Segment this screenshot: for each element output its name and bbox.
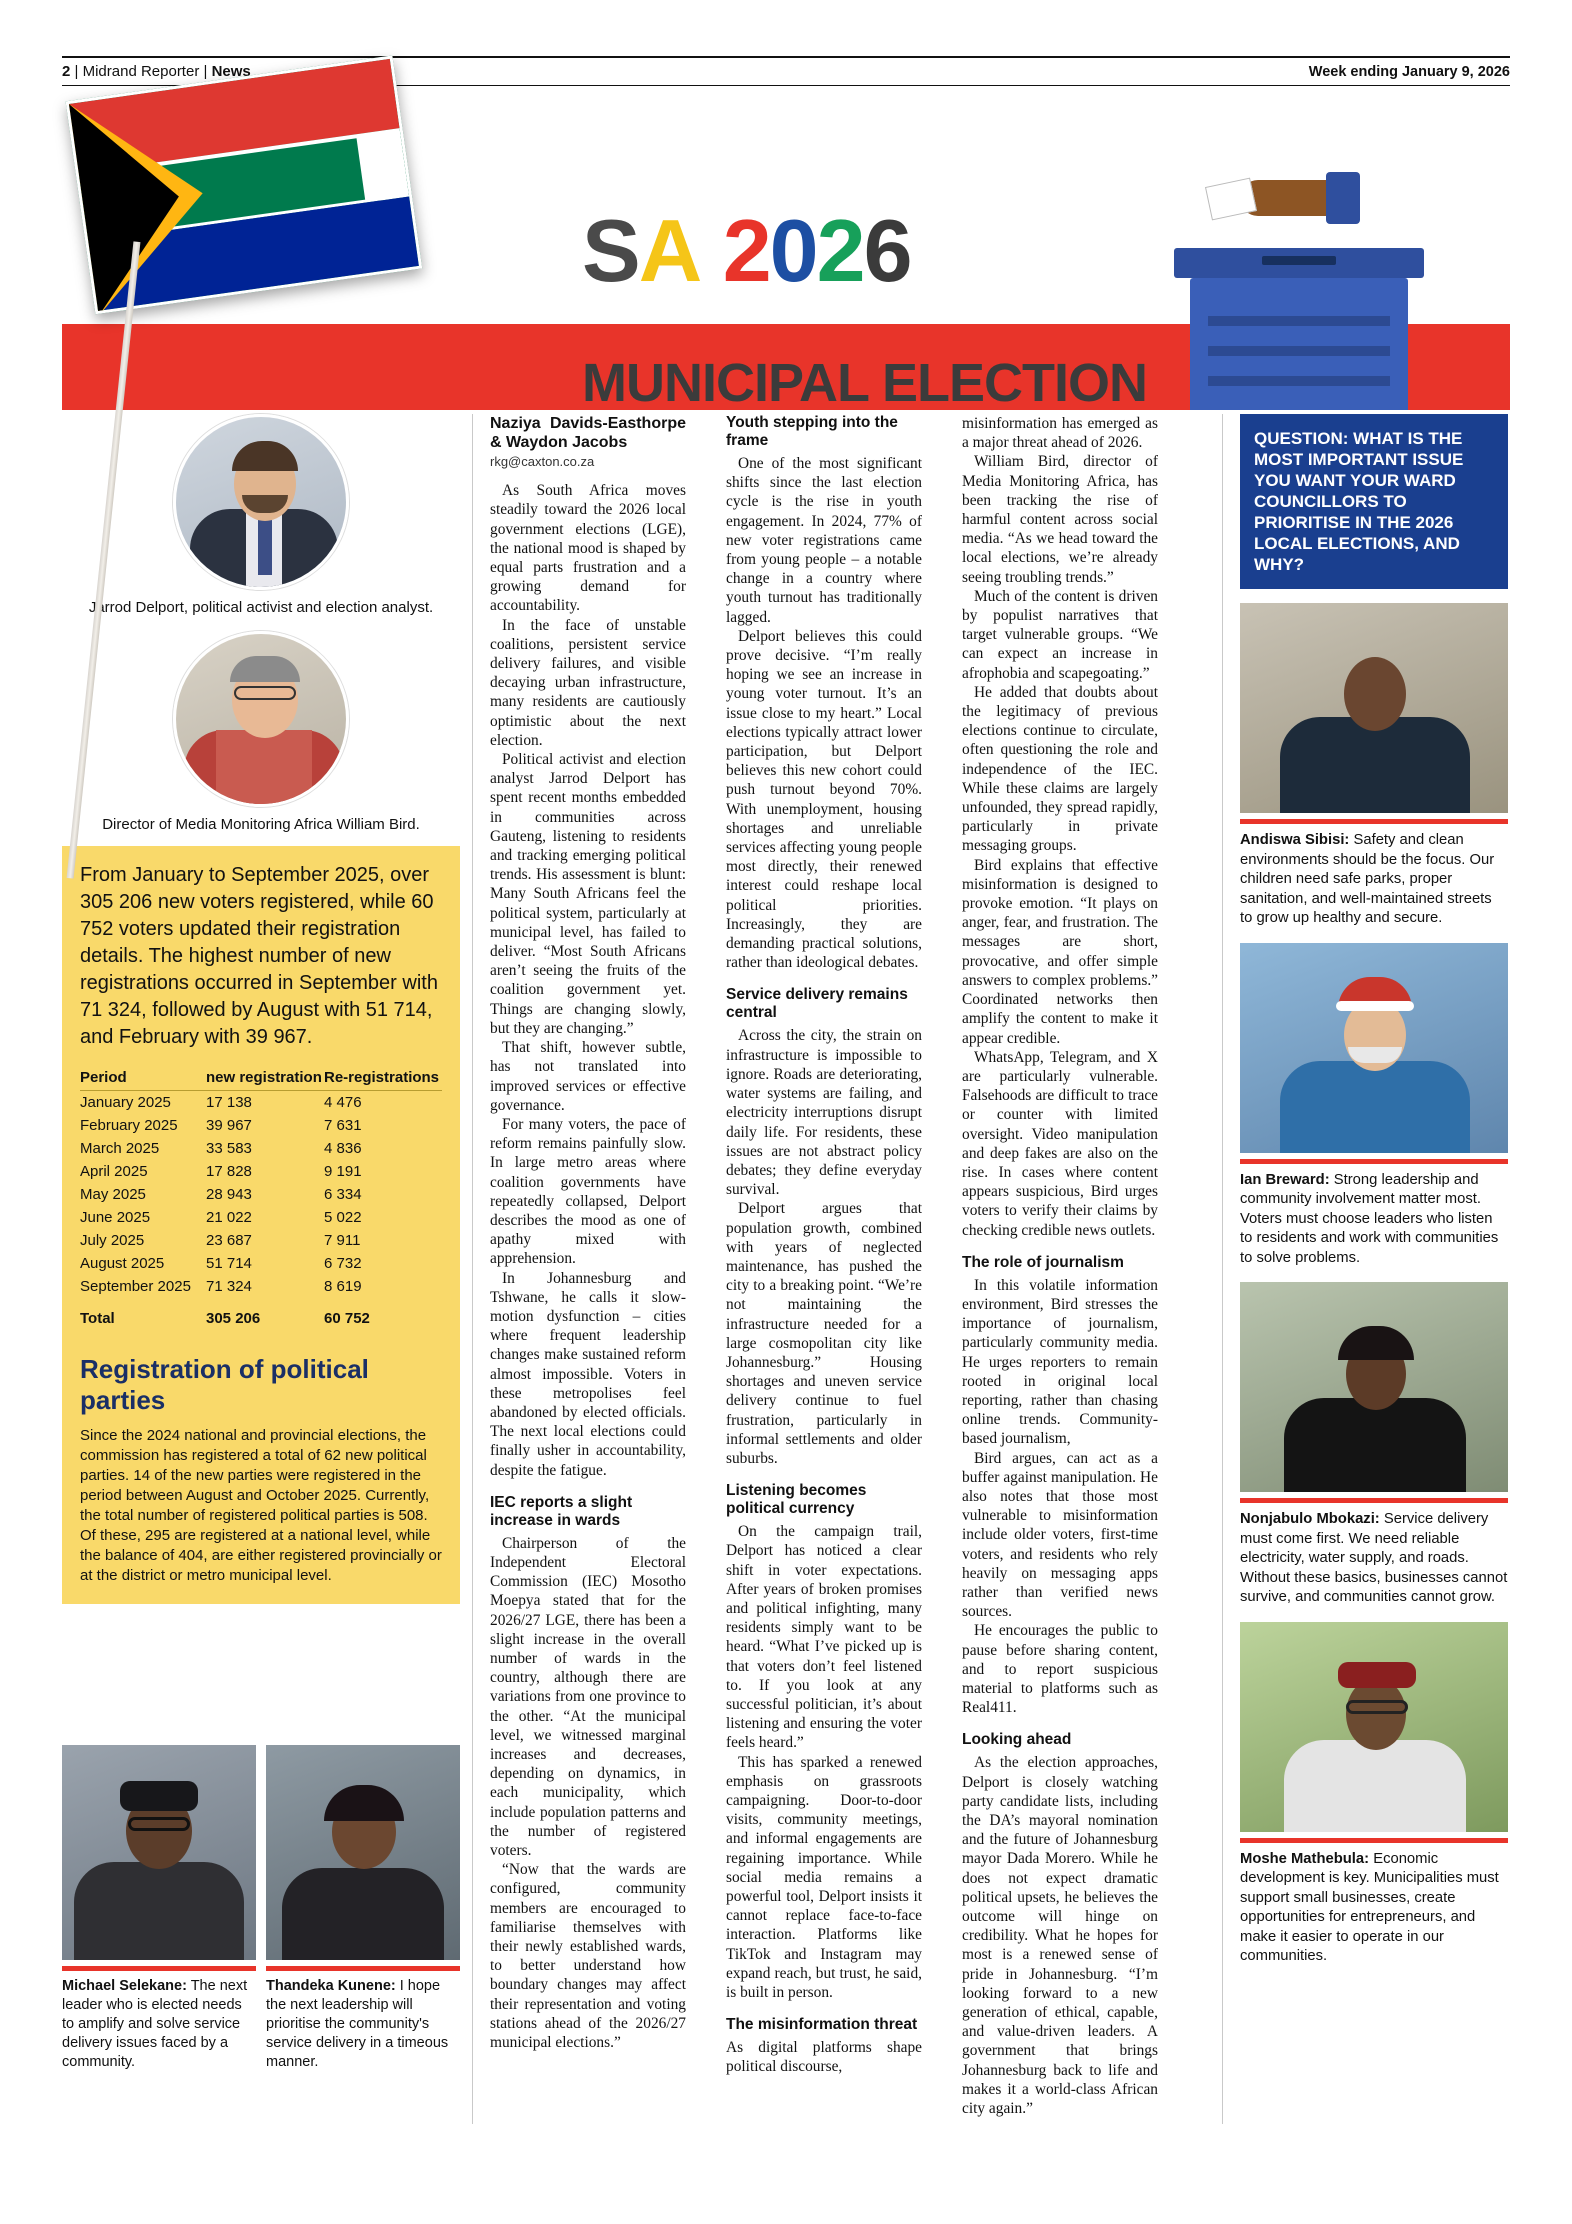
voxpop-photo-6 [1240, 1622, 1508, 1832]
cell-new: 17 138 [206, 1094, 252, 1111]
voxpop-thandeka-kunene [266, 1745, 460, 2072]
cap-icon-2 [1338, 1662, 1416, 1688]
political-parties-heading: Registration of political parties [80, 1354, 369, 1415]
voxpop-ian-breward [1240, 943, 1508, 1269]
santa-hat-trim [1336, 1001, 1414, 1011]
ballot-stripe-3 [1208, 376, 1390, 386]
hero-title-char-2: 2 [722, 201, 770, 300]
voxpop-andiswa-sibisi [1240, 603, 1508, 929]
voxpop-rule-2 [266, 1966, 460, 1971]
voxpop-quote-4: Strong leadership and community involvement matter most. Voters must choose leaders who listen to residents and work with communities to solve problems. [1240, 1171, 1499, 1266]
voxpop-torso-1 [74, 1862, 244, 1960]
voxpop-rule-1 [62, 1966, 256, 1971]
voxpop-text-6 [1240, 1850, 1508, 1967]
voxpop-torso-5 [1284, 1398, 1466, 1492]
voxpop-torso-3 [1280, 717, 1470, 813]
voxpop-image-2 [266, 1745, 460, 1960]
hand-cuff [1326, 172, 1360, 224]
cell-re: 9 191 [324, 1163, 362, 1180]
cell-re: 6 732 [324, 1255, 362, 1272]
cell-new: 28 943 [206, 1186, 252, 1203]
cell-period: February 2025 [80, 1117, 178, 1134]
column-divider-1 [472, 414, 473, 2124]
portrait-shirt-2 [216, 730, 312, 804]
article-byline: Naziya Davids-Easthorpe & Waydon Jacobs [490, 415, 686, 451]
factbox-lead-text: From January to September 2025, over 305 206 new voters registered, while 60 752 voters updated their registration details. The highest number of new registrations occurred in September with 71 324, followed by August with 51 714, and February with 39 967. [80, 864, 438, 1048]
hero-title-char-0: S [582, 201, 639, 300]
cell-period: January 2025 [80, 1094, 171, 1111]
right-rail [1240, 414, 1508, 1967]
paragraph: In this volatile information environment, Bird stresses the importance of journalism, particularly community media. He urges reporters to remain rooted in original local reporting, rather than chasing online trends. Community-based journalism, [962, 1276, 1158, 1448]
subheading-looking-ahead: Looking ahead [962, 1731, 1072, 1749]
paragraph: On the campaign trail, Delport has noticed a clear shift in voter expectations. After years of broken promises and political infighting, many residents simply want to be heard. “What I’ve picked up is that voters don’t feel listened to. If you look at any successful politician, it’s about listening and ensuring the voter feels heard.” [726, 1523, 922, 1752]
cell-new: 71 324 [206, 1278, 252, 1295]
voxpop-rule-6 [1240, 1838, 1508, 1843]
cell-re: 5 022 [324, 1209, 362, 1226]
paragraph: Bird argues, can act as a buffer against manipulation. He also notes that those most vulnerable to misinformation include older voters, first-time voters, and residents who rely heavily on messaging apps rather than verified news sources. [962, 1449, 1158, 1621]
voxpop-name-6: Moshe Mathebula: [1240, 1850, 1370, 1867]
table-row [80, 1160, 442, 1183]
hero-title-char-1: A [638, 201, 701, 300]
cell-re: 7 631 [324, 1117, 362, 1134]
ballot-body [1190, 278, 1408, 410]
cap-icon-1 [120, 1781, 198, 1811]
voxpop-name-4: Ian Breward: [1240, 1171, 1330, 1188]
table-total-row [80, 1298, 442, 1330]
voxpop-image-4 [1240, 943, 1508, 1153]
voxpop-name-1: Michael Selekane: [62, 1978, 187, 1994]
voxpop-photo-3 [1240, 603, 1508, 813]
cell-re: 7 911 [324, 1232, 361, 1249]
article-column-2 [726, 414, 922, 2077]
voxpop-photo-4 [1240, 943, 1508, 1153]
publication-name: Midrand Reporter [82, 63, 200, 80]
cell-re: 4 836 [324, 1140, 362, 1157]
cell-new: 33 583 [206, 1140, 252, 1157]
paragraph: Political activist and election analyst Jarrod Delport has spent recent months embedded in communities across Gauteng, listening to residents and tracking emerging political trends. His assessment is blunt: Many South Africans feel the political system, particularly at municipal level, has failed to deliver. “Most South Africans aren’t seeing the fruits of the coalition government yet. Things are changing slowly, but they are changing.” [490, 751, 686, 1037]
voxpop-rule-4 [1240, 1159, 1508, 1164]
political-parties-box [62, 1340, 460, 1604]
voxpop-torso-6 [1284, 1740, 1466, 1832]
cell-period: July 2025 [80, 1232, 145, 1249]
voxpop-text-5 [1240, 1510, 1508, 1608]
paragraph: misinformation has emerged as a major threat ahead of 2026. [962, 415, 1158, 452]
paragraph: That shift, however subtle, has not translated into improved services or effective governance. [490, 1039, 686, 1114]
voxpop-torso-2 [282, 1868, 444, 1960]
voxpop-photo-1 [62, 1745, 256, 1960]
voxpop-photo-5 [1240, 1282, 1508, 1492]
cell-period: April 2025 [80, 1163, 148, 1180]
col-header-period: Period [80, 1065, 206, 1091]
paragraph: He added that doubts about the legitimacy of previous elections continue to circulate, often questioning the role and independence of the IEC. While these claims are largely unfounded, they spread rapidly, particularly in private messaging groups. [962, 683, 1158, 855]
table-row [80, 1137, 442, 1160]
voxpop-image-1 [62, 1745, 256, 1960]
voxpop-nonjabulo-mbokazi [1240, 1282, 1508, 1608]
paragraph: William Bird, director of Media Monitoring Africa, has been tracking the rise of harmful content across social media. “As we head toward the local elections, we’re already seeing troubling trends.” [962, 453, 1158, 586]
paragraph: One of the most significant shifts since the last election cycle is the rise in youth engagement. In 2024, 77% of new voter registrations came from young people – a notable change in a country where youth turnout has traditionally lagged. [726, 455, 922, 626]
ballot-stripe-1 [1208, 316, 1390, 326]
table-row [80, 1206, 442, 1229]
voxpop-beard-4 [1348, 1047, 1402, 1063]
ballot-slot [1262, 256, 1336, 265]
voxpop-image-6 [1240, 1622, 1508, 1832]
paragraph: Across the city, the strain on infrastructure is impossible to ignore. Roads are deteriorating, water systems are failing, and electricity interruptions disrupt daily life. For residents, these issues are not abstract policy debates; they define everyday survival. [726, 1027, 922, 1199]
voxpop-torso-4 [1280, 1061, 1470, 1153]
voxpop-head-3 [1344, 657, 1406, 731]
voxpop-text-2 [266, 1977, 460, 2072]
paragraph: Delport argues that population growth, combined with years of neglected maintenance, has pushed the city to a breaking point. “We’re not maintaining the infrastructure needed for a large cosmopolitan city like Johannesburg.” Housing shortages and uneven service delivery continue to fuel frustration, particularly in informal settlements and older suburbs. [726, 1200, 922, 1467]
subheading-listening: Listening becomes political currency [726, 1482, 867, 1518]
voxpop-quote-1: The next leader who is elected needs to amplify and solve service delivery issues faced by a community. [62, 1978, 248, 2070]
paragraph: Delport believes this could prove decisive. “I’m really hoping we see an increase in young voter turnout. It’s an issue close to my heart.” Local elections typically attract lower participation, but Delport believes this new cohort could push turnout beyond 70%. With unemployment, housing shortages and unreliable services affecting young people most directly, their renewed interest could reshape local political priorities. Increasingly, they are demanding practical solutions, rather than ideological debates. [726, 627, 922, 972]
table-row [80, 1091, 442, 1115]
portrait-image-1 [176, 417, 346, 587]
masthead-separator-1: | [74, 63, 83, 80]
voxpop-name-2: Thandeka Kunene: [266, 1978, 396, 1994]
voxpop-rule-3 [1240, 819, 1508, 824]
flag-graphic [66, 55, 423, 314]
subheading-service-delivery: Service delivery remains central [726, 986, 908, 1022]
portrait-caption-1: Jarrod Delport, political activist and election analyst. [88, 599, 434, 616]
cell-re: 4 476 [324, 1094, 362, 1111]
voxpop-rule-5 [1240, 1498, 1508, 1503]
voxpop-image-3 [1240, 603, 1508, 813]
paragraph: Much of the content is driven by populist narratives that target vulnerable groups. “We can expect an increase in afrophobia and scapegoating.” [962, 587, 1158, 682]
article-email: rkg@caxton.co.za [490, 454, 595, 469]
cell-period: May 2025 [80, 1186, 146, 1203]
paragraph: He encourages the public to pause before sharing content, and to report suspicious material to platforms such as Real411. [962, 1622, 1158, 1717]
question-box: QUESTION: WHAT IS THE MOST IMPORTANT ISSUE YOU WANT YOUR WARD COUNCILLORS TO PRIORITISE IN THE 2026 LOCAL ELECTIONS, AND WHY? [1240, 414, 1508, 589]
hero-title-char-4: 2 [816, 201, 864, 300]
issue-date: Week ending January 9, 2026 [1308, 63, 1510, 80]
cell-re: 6 334 [324, 1186, 362, 1203]
hero-title-char-3: 0 [769, 201, 817, 300]
hero-subtitle: MUNICIPAL ELECTION [582, 353, 1148, 410]
voxpop-quote-3: Safety and clean environments should be the focus. Our children need safe parks, proper sanitation, and well-maintained streets to grow up healthy and secure. [1240, 832, 1495, 926]
glasses-icon [1346, 1700, 1408, 1714]
political-parties-body: Since the 2024 national and provincial elections, the commission has registered a total of 62 new political parties. 14 of the new parties were registered in the period between August and October 2025. Currently, the total number of registered political parties is 508. Of these, 295 are registered at a national level, while the balance of 404, are either registered provincially or at the district or metro municipal level. [80, 1427, 442, 1584]
hero-title-char-5: 6 [863, 201, 911, 300]
cell-total-new: 305 206 [206, 1310, 261, 1327]
cell-period: August 2025 [80, 1255, 165, 1272]
paragraph: WhatsApp, Telegram, and X are particularly vulnerable. Falsehoods are difficult to trace or counter with limited oversight. Video manipulation and deep fakes are also on the rise. In cases where content appears suspicious, Bird urges voters to verify their claims by checking credible news outlets. [962, 1048, 1158, 1239]
section-name: News [211, 63, 251, 80]
hero-title [582, 201, 1202, 300]
article-column-1 [490, 414, 686, 2052]
paragraph: This has sparked a renewed emphasis on grassroots campaigning. Door-to-door visits, community meetings, and informal engagements are regaining importance. While social media remains a powerful tool, Delport insists it cannot replace face-to-face interaction. Platforms like TikTok and Instagram may expand reach, but trust, he said, is built in person. [726, 1753, 922, 2002]
paragraph: In the face of unstable coalitions, persistent service delivery failures, and visible decaying urban infrastructure, many residents are cautiously optimistic about the next election. [490, 616, 686, 749]
portrait-caption-2: Director of Media Monitoring Africa William Bird. [102, 816, 420, 833]
voxpop-text-3 [1240, 831, 1508, 929]
col-header-new-registration: new registration [206, 1065, 324, 1091]
ballot-stripe-2 [1208, 346, 1390, 356]
portrait-william-bird [173, 631, 349, 807]
table-row [80, 1275, 442, 1298]
subheading-iec-wards: IEC reports a slight increase in wards [490, 1493, 633, 1529]
cell-period: June 2025 [80, 1209, 151, 1226]
voxpop-text-1 [62, 1977, 256, 2072]
paragraph: As digital platforms shape political discourse, [726, 2039, 922, 2076]
cell-new: 17 828 [206, 1163, 252, 1180]
table-row [80, 1229, 442, 1252]
south-african-flag [42, 24, 439, 361]
paragraph: As the election approaches, Delport is closely watching party candidate lists, including the DA’s mayoral nomination and the future of Johannesburg mayor Dada Morero. While he does not expect dramatic political upsets, he believes the outcome will hinge on credibility. What he hopes for most is a renewed sense of pride in Johannesburg. “I’m looking forward to a new generation of ethical, capable, and value-driven leaders. A government that brings Johannesburg back to life and makes it a world-class African city again.” [962, 1754, 1158, 2118]
voxpop-michael-selekane [62, 1745, 256, 2072]
cell-total-label: Total [80, 1310, 115, 1327]
hand-with-ballot-icon [1200, 164, 1360, 234]
table-row [80, 1252, 442, 1275]
portrait-jarrod-delport [173, 414, 349, 590]
glasses-icon [128, 1817, 190, 1831]
paragraph: For many voters, the pace of reform remains painfully slow. In large metro areas where coalition governments have repeatedly collapsed, Delport describes the mood as one of apathy mixed with apprehension. [490, 1115, 686, 1268]
voxpop-text-4 [1240, 1171, 1508, 1269]
page-number: 2 [62, 63, 71, 80]
glasses-icon [234, 686, 296, 700]
table-row [80, 1183, 442, 1206]
voxpop-head-6 [1346, 1678, 1406, 1750]
registration-table [80, 1065, 442, 1330]
masthead-separator-2: | [203, 63, 212, 80]
subheading-journalism: The role of journalism [962, 1253, 1124, 1271]
table-row [80, 1114, 442, 1137]
voxpop-quote-2: I hope the next leadership will prioritise the community's service delivery in a timeous manner. [266, 1978, 449, 2070]
col-header-re-registrations: Re-registrations [324, 1065, 442, 1091]
voxpop-image-5 [1240, 1282, 1508, 1492]
cell-new: 51 714 [206, 1255, 252, 1272]
paragraph: Chairperson of the Independent Electoral Commission (IEC) Mosotho Moepya stated that for the 2026/27 LGE, there has been a slight increase in the overall number of wards in the country, although there are variations from one province to the other. “At the municipal level, we witnessed marginal increases and decreases, depending on dynamics, in each municipality, which include population patterns and the number of registered voters. [490, 1534, 686, 1860]
cell-total-re: 60 752 [324, 1310, 370, 1327]
portrait-tie-1 [258, 513, 272, 575]
cell-period: September 2025 [80, 1278, 191, 1295]
left-column [62, 414, 460, 1604]
cell-new: 23 687 [206, 1232, 252, 1249]
subheading-misinformation: The misinformation threat [726, 2016, 918, 2034]
paragraph: As South Africa moves steadily toward the 2026 local government elections (LGE), the national mood is shaped by equal parts frustration and a growing demand for accountability. [490, 482, 686, 615]
bottom-voxpop-row [62, 1745, 460, 2072]
table-header-row [80, 1065, 442, 1091]
cell-new: 39 967 [206, 1117, 252, 1134]
voxpop-name-3: Andiswa Sibisi: [1240, 832, 1350, 848]
portrait-image-2 [176, 634, 346, 804]
paragraph: In Johannesburg and Tshwane, he calls it slow-motion dysfunction – cities where frequent leadership changes make sustained reform almost impossible. Voters in these metropolises feel abandoned by elected officials. The next local elections could finally usher in accountability, despite the fatigue. [490, 1269, 686, 1479]
voxpop-quote-5: Service delivery must come first. We need reliable electricity, water supply, and roads. Without these basics, businesses cannot survive, and communities cannot grow. [1240, 1511, 1508, 1605]
registration-factbox [62, 846, 460, 1340]
ballot-box-illustration [1174, 212, 1424, 410]
cell-period: March 2025 [80, 1140, 160, 1157]
article-column-3 [962, 414, 1158, 2118]
cell-new: 21 022 [206, 1209, 252, 1226]
voxpop-name-5: Nonjabulo Mbokazi: [1240, 1511, 1380, 1527]
column-divider-2 [1222, 414, 1223, 2124]
voxpop-moshe-mathebula [1240, 1622, 1508, 1967]
cell-re: 8 619 [324, 1278, 362, 1295]
paragraph: “Now that the wards are configured, community members are encouraged to familiarise themselves with their newly established wards, to better understand how boundary changes may affect their representation and voting stations ahead of the 2026/27 municipal elections.” [490, 1861, 686, 2052]
voxpop-photo-2 [266, 1745, 460, 1960]
voxpop-quote-6: Economic development is key. Municipalities must support small businesses, create opportunities for entrepreneurs, and make it easier to operate in our communities. [1240, 1850, 1499, 1964]
subheading-youth: Youth stepping into the frame [726, 414, 898, 449]
paragraph: Bird explains that effective misinformation is designed to provoke emotion. “It plays on anger, fear, and frustration. The messages are short, provocative, and offer simple answers to complex problems.” Coordinated networks then amplify the content to make it appear credible. [962, 856, 1158, 1047]
